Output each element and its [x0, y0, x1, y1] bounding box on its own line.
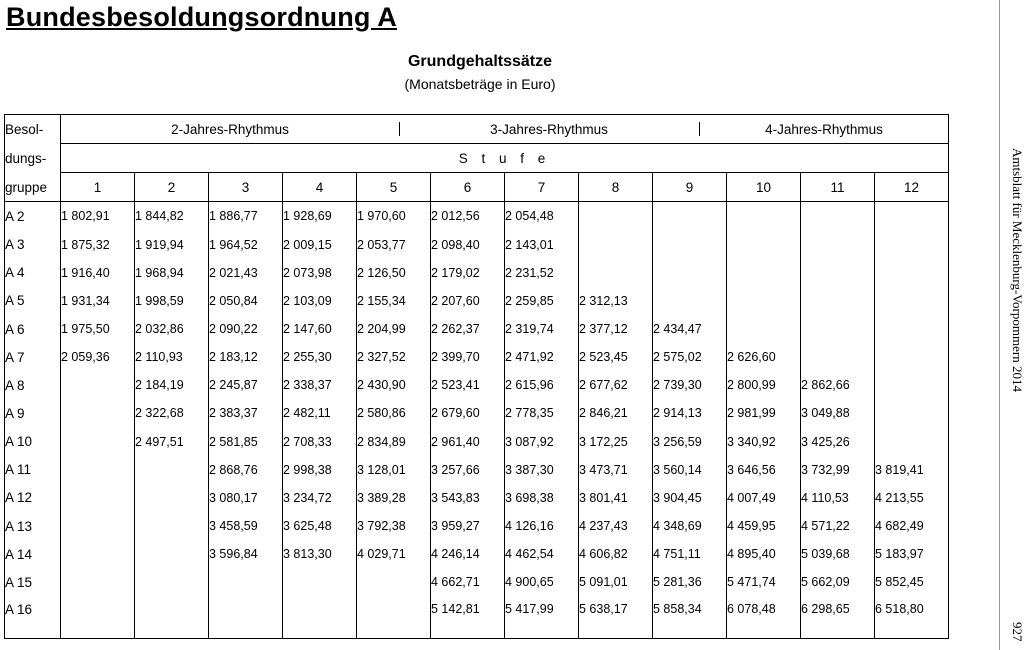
salary-cell: 4 126,16 — [505, 512, 579, 540]
column-header-stufe-7: 7 — [505, 173, 579, 202]
salary-cell: 2 143,01 — [505, 231, 579, 259]
salary-cell: 2 981,99 — [727, 399, 801, 427]
salary-cell: 2 862,66 — [801, 371, 875, 399]
column-header-stufe-12: 12 — [875, 173, 949, 202]
salary-cell: 3 387,30 — [505, 456, 579, 484]
salary-cell: 3 560,14 — [653, 456, 727, 484]
salary-cell: 2 103,09 — [283, 287, 357, 315]
salary-cell: 2 147,60 — [283, 315, 357, 343]
salary-cell: 3 819,41 — [875, 456, 949, 484]
salary-cell: 4 682,49 — [875, 512, 949, 540]
salary-cell — [283, 568, 357, 596]
salary-cell: 6 298,65 — [801, 596, 875, 639]
table-row — [5, 484, 949, 512]
salary-cell: 1 931,34 — [61, 287, 135, 315]
column-header-stufe-3: 3 — [209, 173, 283, 202]
table-row — [5, 540, 949, 568]
salary-cell: 4 348,69 — [653, 512, 727, 540]
table-row — [5, 259, 949, 287]
salary-cell: 3 904,45 — [653, 484, 727, 512]
salary-cell: 3 543,83 — [431, 484, 505, 512]
salary-cell — [875, 231, 949, 259]
salary-cell — [209, 568, 283, 596]
pay-group: A 7 — [5, 343, 61, 371]
salary-cell — [135, 540, 209, 568]
column-header-stufe-10: 10 — [727, 173, 801, 202]
salary-cell: 3 425,26 — [801, 428, 875, 456]
rhythm-label: 3-Jahres-Rhythmus — [490, 121, 608, 137]
column-header-stufe-1: 1 — [61, 173, 135, 202]
salary-cell: 3 080,17 — [209, 484, 283, 512]
pay-group: A 12 — [5, 484, 61, 512]
salary-cell — [801, 202, 875, 231]
salary-cell: 2 708,33 — [283, 428, 357, 456]
salary-cell: 2 914,13 — [653, 399, 727, 427]
salary-cell — [579, 231, 653, 259]
salary-cell — [801, 343, 875, 371]
salary-cell: 4 751,11 — [653, 540, 727, 568]
salary-cell: 3 234,72 — [283, 484, 357, 512]
salary-cell: 3 257,66 — [431, 456, 505, 484]
column-header-stufe-8: 8 — [579, 173, 653, 202]
salary-cell: 1 998,59 — [135, 287, 209, 315]
table-row — [5, 399, 949, 427]
pay-group: A 8 — [5, 371, 61, 399]
salary-cell — [283, 596, 357, 639]
pay-group: A 6 — [5, 315, 61, 343]
salary-cell: 2 434,47 — [653, 315, 727, 343]
salary-cell: 2 183,12 — [209, 343, 283, 371]
salary-cell: 2 575,02 — [653, 343, 727, 371]
salary-cell: 4 110,53 — [801, 484, 875, 512]
salary-cell: 3 792,38 — [357, 512, 431, 540]
salary-cell: 2 615,96 — [505, 371, 579, 399]
salary-cell — [61, 371, 135, 399]
salary-cell: 2 050,84 — [209, 287, 283, 315]
salary-cell: 3 625,48 — [283, 512, 357, 540]
salary-cell: 2 032,86 — [135, 315, 209, 343]
salary-cell — [61, 596, 135, 639]
salary-cell — [801, 231, 875, 259]
salary-cell: 4 246,14 — [431, 540, 505, 568]
group-header-line-2: dungs- — [5, 144, 61, 173]
table-row — [5, 428, 949, 456]
salary-cell — [653, 202, 727, 231]
salary-cell — [209, 596, 283, 639]
salary-cell: 3 256,59 — [653, 428, 727, 456]
salary-cell — [579, 259, 653, 287]
table-row — [5, 202, 949, 231]
salary-cell: 5 662,09 — [801, 568, 875, 596]
header-row-columns — [5, 173, 949, 202]
salary-cell: 4 237,43 — [579, 512, 653, 540]
table-row — [5, 596, 949, 639]
salary-cell: 1 844,82 — [135, 202, 209, 231]
salary-cell: 6 078,48 — [727, 596, 801, 639]
salary-cell: 2 322,68 — [135, 399, 209, 427]
salary-cell — [61, 484, 135, 512]
salary-cell — [653, 287, 727, 315]
salary-cell: 2 800,99 — [727, 371, 801, 399]
salary-cell: 5 183,97 — [875, 540, 949, 568]
salary-cell: 4 571,22 — [801, 512, 875, 540]
salary-cell: 3 087,92 — [505, 428, 579, 456]
salary-cell — [61, 456, 135, 484]
salary-cell — [135, 484, 209, 512]
pay-group: A 15 — [5, 568, 61, 596]
salary-cell: 2 834,89 — [357, 428, 431, 456]
salary-cell — [579, 202, 653, 231]
salary-cell: 2 482,11 — [283, 399, 357, 427]
salary-cell: 4 459,95 — [727, 512, 801, 540]
column-header-stufe-2: 2 — [135, 173, 209, 202]
salary-cell: 2 262,37 — [431, 315, 505, 343]
salary-cell: 1 802,91 — [61, 202, 135, 231]
salary-cell — [875, 399, 949, 427]
table-row — [5, 512, 949, 540]
salary-cell: 3 646,56 — [727, 456, 801, 484]
salary-cell — [727, 259, 801, 287]
salary-cell: 2 338,37 — [283, 371, 357, 399]
salary-cell: 2 255,30 — [283, 343, 357, 371]
salary-cell — [357, 596, 431, 639]
salary-cell: 3 128,01 — [357, 456, 431, 484]
salary-cell: 1 916,40 — [61, 259, 135, 287]
header-row-stufe — [5, 144, 949, 173]
table-row — [5, 315, 949, 343]
table-row — [5, 456, 949, 484]
salary-cell: 5 091,01 — [579, 568, 653, 596]
pay-group: A 11 — [5, 456, 61, 484]
salary-cell: 3 473,71 — [579, 456, 653, 484]
salary-cell — [875, 315, 949, 343]
salary-cell: 5 852,45 — [875, 568, 949, 596]
salary-cell — [61, 512, 135, 540]
column-header-stufe-5: 5 — [357, 173, 431, 202]
page-number: 927 — [1010, 622, 1025, 642]
document-title: Bundesbesoldungsordnung A — [6, 2, 397, 32]
salary-cell — [801, 287, 875, 315]
salary-cell — [875, 259, 949, 287]
salary-cell: 2 739,30 — [653, 371, 727, 399]
salary-cell: 5 142,81 — [431, 596, 505, 639]
salary-cell: 5 039,68 — [801, 540, 875, 568]
salary-cell: 1 964,52 — [209, 231, 283, 259]
pay-group: A 2 — [5, 202, 61, 231]
salary-cell: 2 053,77 — [357, 231, 431, 259]
salary-cell: 3 698,38 — [505, 484, 579, 512]
pay-group: A 10 — [5, 428, 61, 456]
table-subtitle: (Monatsbeträge in Euro) — [404, 76, 556, 92]
salary-cell: 2 259,85 — [505, 287, 579, 315]
salary-cell: 2 679,60 — [431, 399, 505, 427]
table-row — [5, 287, 949, 315]
salary-cell: 2 430,90 — [357, 371, 431, 399]
salary-cell: 2 090,22 — [209, 315, 283, 343]
salary-cell: 5 417,99 — [505, 596, 579, 639]
salary-cell — [653, 231, 727, 259]
rhythm-separator — [399, 122, 400, 136]
salary-cell — [357, 568, 431, 596]
table-row — [5, 231, 949, 259]
salary-cell — [61, 568, 135, 596]
salary-cell — [801, 259, 875, 287]
salary-cell: 6 518,80 — [875, 596, 949, 639]
salary-cell: 4 213,55 — [875, 484, 949, 512]
salary-cell: 1 875,32 — [61, 231, 135, 259]
salary-cell: 2 319,74 — [505, 315, 579, 343]
table-title: Grundgehaltssätze — [407, 53, 553, 70]
group-header-line-3: gruppe — [5, 173, 61, 202]
column-header-stufe-9: 9 — [653, 173, 727, 202]
salary-cell: 2 009,15 — [283, 231, 357, 259]
salary-cell — [135, 596, 209, 639]
salary-cell: 1 886,77 — [209, 202, 283, 231]
salary-cell — [727, 315, 801, 343]
salary-cell — [875, 428, 949, 456]
salary-cell: 2 155,34 — [357, 287, 431, 315]
pay-group: A 9 — [5, 399, 61, 427]
stufe-label: S t u f e — [61, 144, 949, 173]
salary-cell: 5 471,74 — [727, 568, 801, 596]
table-row — [5, 371, 949, 399]
salary-cell: 3 172,25 — [579, 428, 653, 456]
salary-table — [4, 114, 949, 639]
salary-cell: 2 580,86 — [357, 399, 431, 427]
salary-cell: 3 813,30 — [283, 540, 357, 568]
column-header-stufe-4: 4 — [283, 173, 357, 202]
table-row — [5, 343, 949, 371]
salary-cell: 5 281,36 — [653, 568, 727, 596]
rhythm-label: 2-Jahres-Rhythmus — [171, 121, 289, 137]
salary-cell: 3 049,88 — [801, 399, 875, 427]
salary-cell: 2 110,93 — [135, 343, 209, 371]
salary-cell: 2 523,45 — [579, 343, 653, 371]
salary-cell: 1 928,69 — [283, 202, 357, 231]
pay-group: A 16 — [5, 596, 61, 639]
salary-cell: 2 581,85 — [209, 428, 283, 456]
salary-cell: 2 021,43 — [209, 259, 283, 287]
column-header-stufe-11: 11 — [801, 173, 875, 202]
salary-cell: 2 497,51 — [135, 428, 209, 456]
salary-cell: 2 471,92 — [505, 343, 579, 371]
salary-cell: 2 245,87 — [209, 371, 283, 399]
salary-cell: 3 458,59 — [209, 512, 283, 540]
rhythm-header-inner — [61, 121, 948, 138]
salary-cell: 2 677,62 — [579, 371, 653, 399]
salary-cell: 1 970,60 — [357, 202, 431, 231]
salary-cell — [653, 259, 727, 287]
margin-rule — [999, 0, 1000, 650]
salary-cell: 4 662,71 — [431, 568, 505, 596]
salary-cell: 2 626,60 — [727, 343, 801, 371]
salary-cell: 2 383,37 — [209, 399, 283, 427]
salary-cell: 4 895,40 — [727, 540, 801, 568]
salary-cell: 3 801,41 — [579, 484, 653, 512]
pay-group: A 4 — [5, 259, 61, 287]
salary-cell: 2 207,60 — [431, 287, 505, 315]
salary-cell: 4 007,49 — [727, 484, 801, 512]
salary-cell: 5 638,17 — [579, 596, 653, 639]
salary-cell: 2 231,52 — [505, 259, 579, 287]
salary-cell — [875, 202, 949, 231]
salary-cell — [727, 287, 801, 315]
pay-group: A 5 — [5, 287, 61, 315]
salary-cell: 2 073,98 — [283, 259, 357, 287]
salary-cell: 4 462,54 — [505, 540, 579, 568]
salary-cell: 2 523,41 — [431, 371, 505, 399]
salary-cell: 2 312,13 — [579, 287, 653, 315]
salary-cell: 4 029,71 — [357, 540, 431, 568]
header-row-rhythm — [5, 115, 949, 144]
salary-cell: 2 059,36 — [61, 343, 135, 371]
salary-cell: 4 900,65 — [505, 568, 579, 596]
salary-cell — [875, 287, 949, 315]
salary-cell: 3 959,27 — [431, 512, 505, 540]
journal-name: Amtsblatt für Mecklenburg-Vorpommern 2014 — [1010, 148, 1025, 392]
salary-cell — [135, 512, 209, 540]
salary-cell: 2 778,35 — [505, 399, 579, 427]
group-header-line-1: Besol- — [5, 115, 61, 144]
salary-cell: 2 184,19 — [135, 371, 209, 399]
salary-cell — [875, 371, 949, 399]
salary-cell: 3 389,28 — [357, 484, 431, 512]
pay-group: A 14 — [5, 540, 61, 568]
salary-cell: 1 919,94 — [135, 231, 209, 259]
salary-cell — [135, 568, 209, 596]
salary-cell — [135, 456, 209, 484]
rhythm-label: 4-Jahres-Rhythmus — [765, 121, 883, 137]
salary-cell — [727, 202, 801, 231]
salary-cell: 2 846,21 — [579, 399, 653, 427]
salary-cell: 2 327,52 — [357, 343, 431, 371]
salary-cell: 2 998,38 — [283, 456, 357, 484]
rhythm-header — [61, 115, 949, 144]
salary-cell: 1 968,94 — [135, 259, 209, 287]
salary-cell: 2 054,48 — [505, 202, 579, 231]
rhythm-separator — [699, 122, 700, 136]
salary-cell: 3 596,84 — [209, 540, 283, 568]
pay-group: A 13 — [5, 512, 61, 540]
salary-cell: 2 377,12 — [579, 315, 653, 343]
salary-cell: 2 126,50 — [357, 259, 431, 287]
salary-cell — [875, 343, 949, 371]
column-header-stufe-6: 6 — [431, 173, 505, 202]
salary-cell: 1 975,50 — [61, 315, 135, 343]
salary-cell: 4 606,82 — [579, 540, 653, 568]
salary-cell — [727, 231, 801, 259]
salary-cell: 2 204,99 — [357, 315, 431, 343]
salary-cell: 2 179,02 — [431, 259, 505, 287]
salary-cell: 2 961,40 — [431, 428, 505, 456]
salary-cell — [61, 428, 135, 456]
salary-cell: 5 858,34 — [653, 596, 727, 639]
salary-cell: 2 098,40 — [431, 231, 505, 259]
table-row — [5, 568, 949, 596]
salary-cell — [801, 315, 875, 343]
salary-cell: 2 399,70 — [431, 343, 505, 371]
salary-cell — [61, 399, 135, 427]
salary-cell — [61, 540, 135, 568]
salary-cell: 3 732,99 — [801, 456, 875, 484]
pay-group: A 3 — [5, 231, 61, 259]
salary-cell: 2 012,56 — [431, 202, 505, 231]
salary-cell: 3 340,92 — [727, 428, 801, 456]
salary-cell: 2 868,76 — [209, 456, 283, 484]
